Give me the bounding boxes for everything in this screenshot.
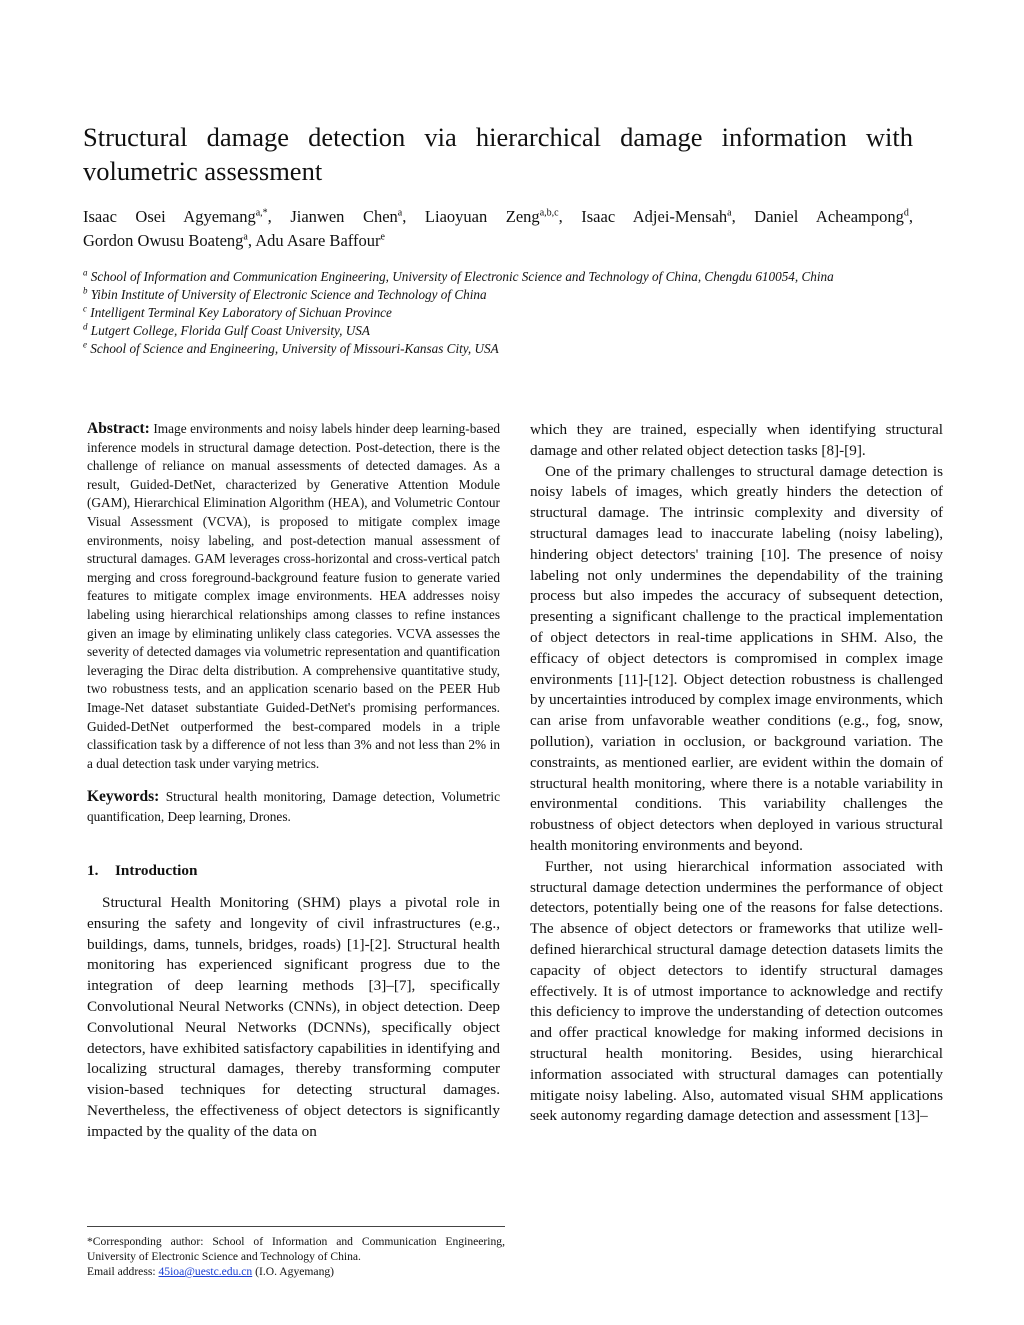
affiliation — [83, 322, 913, 340]
abstract-text: Image environments and noisy labels hinder deep learning-based inference models in structural damage detection. Post-detection, there is the challenge of reliance on manual assessments of detected damages. As a result, Guided-DetNet, characterized by Generative Attention Module (GAM), Hierarchical Elimination Algorithm (HEA), and Volumetric Contour Visual Assessment (VCVA), is proposed to mitigate complex image environments, noisy labeling, and post-detection manual assessment of structural damages. GAM leverages cross-horizontal and cross-vertical patch merging and cross foreground-background feature fusion to generate varied features to mitigate complex image environments. HEA addresses noisy labeling using hierarchical relationships among classes to refine instances given an image by eliminating unlikely class categories. VCVA assesses the severity of detected damages via volumetric representation and quantification leveraging the Dirac delta distribution. A comprehensive quantitative study, two robustness tests, and an application scenario based on the PEER Hub Image-Net dataset substantiate Guided-DetNet's promising performances. Guided-DetNet outperformed the best-compared models in a triple classification task by a difference of not less than 3% and not less than 2% in a dual detection task under varying metrics. — [87, 421, 500, 771]
email-link[interactable]: 45ioa@uestc.edu.cn — [158, 1265, 253, 1278]
author-name: Liaoyuan Zeng — [424, 207, 540, 226]
author-list: Isaac Osei Agyemang$^{a,*}$, Jianwen Chen$^a$, Liaoyuan Zeng$^{a,b,c}$, Isaac Adjei-Mensah$^a$, Daniel Acheampong$^d$, Gordon Owusu Boateng$^a$, Adu Asare Baffour$^e$ — [83, 207, 914, 250]
email-line — [87, 1264, 505, 1279]
affiliation-mark: d — [83, 321, 88, 332]
author-name: Adu Asare Baffour — [255, 231, 381, 250]
keywords-text: Structural health monitoring, Damage detection, Volumetric quantification, Deep learning, Drones. — [87, 789, 500, 825]
author-name: Jianwen Chen — [290, 207, 398, 226]
footnote-divider — [87, 1226, 505, 1227]
body-paragraph: Further, not using hierarchical information associated with structural damage detection undermines the performance of object detectors, potentially being one of the reasons for false detections. The absence of object detectors or frameworks that utilize well-defined hierarchical structural damage detection datasets limits the capacity of object detectors to identify structural damages effectively. It is of utmost importance to acknowledge and rectify this deficiency to improve the understanding of detection outcomes and offer practical knowledge for making informed decisions in structural health monitoring. Besides, using hierarchical information associated with structural damages can potentially mitigate noisy labeling. Also, automated visual SHM applications seek autonomy regarding damage detection and assessment [13]– — [530, 857, 943, 1125]
title-line-1: Structural damage detection via hierarchical damage information with — [83, 122, 913, 152]
section-number: 1. — [87, 862, 99, 880]
right-column — [530, 420, 943, 1127]
affiliation-list — [83, 268, 913, 358]
author-affiliation-mark: a — [397, 207, 403, 219]
footnote — [87, 1234, 505, 1279]
author-name: Daniel Acheampong — [754, 207, 904, 226]
author-affiliation-mark: a,* — [255, 207, 268, 219]
affiliation-text: School of Information and Communication Engineering, University of Electronic Science and Technology of China, Chengdu 610054, China — [90, 269, 834, 284]
body-paragraph: which they are trained, especially when identifying structural damage and other related object detection tasks [8]-[9]. — [530, 421, 943, 459]
author-affiliation-mark: e — [380, 231, 385, 243]
body-paragraph: Structural Health Monitoring (SHM) plays a pivotal role in ensuring the safety and longevity of civil infrastructures (e.g., buildings, dams, tunnels, bridges, roads) [1]-[2]. Structural health monitoring has experienced significant progress due to the integration of deep learning methods [3]–[7], specifically Convolutional Neural Networks (CNNs), in object detection. Deep Convolutional Neural Networks (DCNNs), specifically object detectors, have exhibited satisfactory capabilities in identifying and localizing structural damages, thereby transforming computer vision-based techniques for detecting structural damages. Nevertheless, the effectiveness of object detectors is significantly impacted by the quality of the data on — [87, 894, 500, 1140]
affiliation — [83, 340, 913, 358]
affiliation-text: Yibin Institute of University of Electronic Science and Technology of China — [90, 287, 487, 302]
author-name: Isaac Osei Agyemang — [83, 207, 256, 226]
author-affiliation-mark: a,b,c — [539, 207, 559, 219]
affiliation-mark: b — [83, 285, 88, 296]
affiliation-text: School of Science and Engineering, University of Missouri-Kansas City, USA — [90, 341, 499, 356]
body-paragraph: One of the primary challenges to structural damage detection is noisy labels of images, which greatly hinders the detection of structural damage. The intrinsic complexity and diversity of structural damages lead to inaccurate labeling (noisy labeling), hindering object detectors' training [10]. The presence of noisy labeling not only undermines the dependability of the training process but also impedes the accuracy of subsequent detection, presenting a significant challenge to the practical implementation of object detectors in real-time applications in SHM. Also, the efficacy of object detectors is compromised in complex image environments [11]-[12]. Object detection robustness is challenged by uncertainties introduced by complex image environments, which can arise from unfavorable weather conditions (e.g., fog, snow, pollution), variation in occlusion, or background variation. The constraints, as mentioned earlier, are evident within the domain of structural health monitoring, where there is a notable variability in environmental conditions. This variability challenges the robustness of object detectors when deployed in various structural health monitoring environments and beyond. — [530, 462, 943, 854]
affiliation-mark: a — [83, 267, 88, 278]
keywords — [87, 787, 500, 827]
author-affiliation-mark: a — [727, 207, 732, 219]
abstract-label: Abstract: — [87, 420, 150, 437]
author-name: Gordon Owusu Boateng — [83, 231, 244, 250]
affiliation-text: Intelligent Terminal Key Laboratory of Sichuan Province — [90, 305, 392, 320]
author-name: Isaac Adjei-Mensah — [581, 207, 728, 226]
keywords-label: Keywords: — [87, 788, 160, 806]
affiliation-text: Lutgert College, Florida Gulf Coast University, USA — [90, 323, 370, 338]
email-label: Email address: — [87, 1265, 156, 1278]
affiliation — [83, 286, 913, 304]
section-heading-introduction — [87, 861, 500, 882]
left-column — [87, 420, 500, 1143]
section-title: Introduction — [115, 862, 198, 880]
affiliation — [83, 268, 913, 286]
abstract — [87, 420, 500, 773]
paper-title — [83, 120, 913, 188]
author-affiliation-mark: d — [903, 207, 909, 219]
affiliation-mark: c — [83, 303, 87, 314]
corresponding-author-note: *Corresponding author: School of Information and Communication Engineering, University of Electronic Science and Technology of China. — [87, 1235, 505, 1263]
affiliation — [83, 304, 913, 322]
author-affiliation-mark: a — [243, 231, 248, 243]
affiliation-mark: e — [83, 339, 87, 350]
title-line-2: volumetric assessment — [83, 156, 323, 186]
email-suffix: (I.O. Agyemang) — [255, 1265, 335, 1278]
